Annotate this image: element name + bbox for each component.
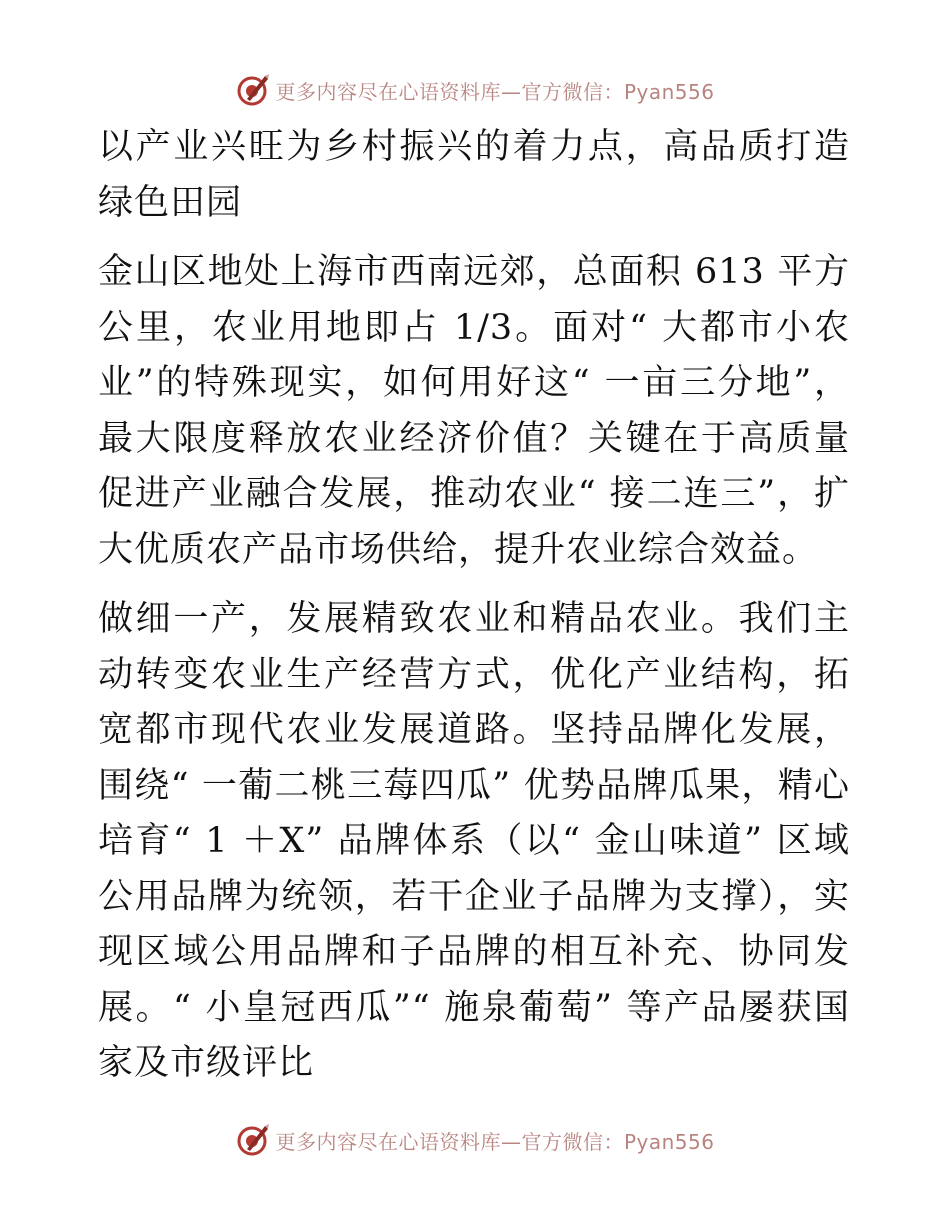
document-body [98,120,850,1106]
header-watermark [0,70,950,110]
footer-watermark [0,1120,950,1160]
watermark-text: 更多内容尽在心语资料库—官方微信：Pyan556 [275,1129,715,1154]
document-title: 以产业兴旺为乡村振兴的着力点，高品质打造绿色田园 [98,127,850,223]
quill-seal-logo-icon [235,72,271,108]
paragraph: 金山区地处上海市西南远郊，总面积 613 平方公里，农业用地即占 1/3。面对“ 大都市小农业”的特殊现实，如何用好这“ 一亩三分地”，最大限度释放农业经济价值？关键在于高质量促进产业融合发展，推动农业“ 接二连三”，扩大优质农产品市场供给，提升农业综合效益。 [98,252,850,570]
watermark-text: 更多内容尽在心语资料库—官方微信：Pyan556 [275,79,715,104]
quill-seal-logo-icon [235,1122,271,1158]
paragraph: 做细一产，发展精致农业和精品农业。我们主动转变农业生产经营方式，优化产业结构，拓宽都市现代农业发展道路。坚持品牌化发展，围绕“ 一葡二桃三莓四瓜” 优势品牌瓜果，精心培育“ 1 ＋X” 品牌体系（以“ 金山味道” 区域公用品牌为统领，若干企业子品牌为支撑），实现区域公用品牌和子品牌的相互补充、协同发展。“ 小皇冠西瓜”“ 施泉葡萄” 等产品屡获国家及市级评比 [98,599,850,1083]
